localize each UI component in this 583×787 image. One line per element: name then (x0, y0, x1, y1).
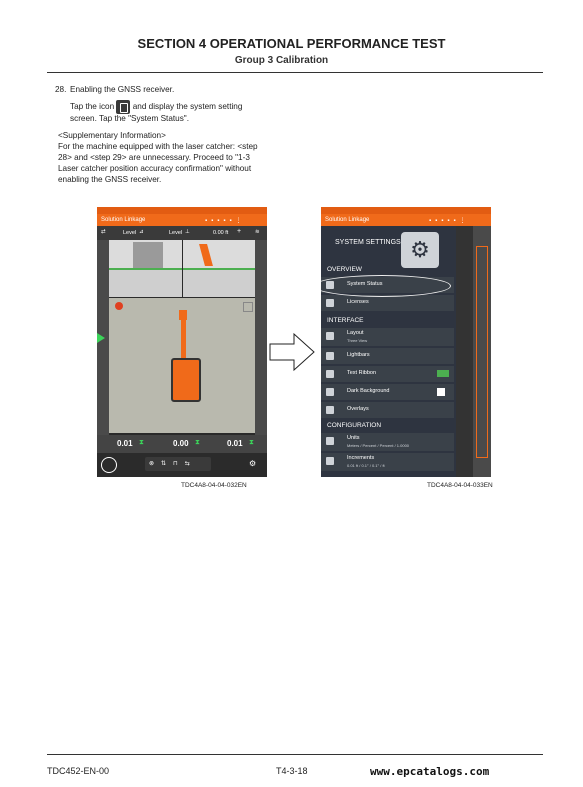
title-icons: ▪▪▪▪▪⋮ (205, 218, 246, 224)
header-rule (47, 72, 543, 73)
step-line1-a: Tap the icon (70, 102, 115, 112)
gear-icon[interactable]: ⚙ (249, 459, 257, 468)
app-title-bar (97, 214, 267, 226)
dark-background-item[interactable] (321, 384, 454, 400)
text-ribbon-label: Text Ribbon (347, 370, 377, 376)
on-grade-icon: ⧗ (139, 439, 144, 446)
footer-rule (47, 754, 543, 755)
layout-item[interactable] (321, 328, 454, 346)
level-label-1: Level (123, 230, 137, 236)
layout-sub: Three View (347, 338, 368, 343)
lightbar-frame (476, 246, 488, 458)
bucket-shape (133, 242, 163, 268)
app-title: Solution Linkage (325, 217, 370, 223)
supplement-line: For the machine equipped with the laser catcher: <step (58, 142, 258, 151)
group-title: Group 3 Calibration (234, 55, 329, 66)
supplement-heading: <Supplementary Information> (58, 131, 166, 140)
dark-background-label: Dark Background (347, 388, 390, 394)
readout-center: 0.00 (173, 439, 189, 448)
boom-top (181, 320, 186, 358)
overlays-label: Overlays (347, 406, 369, 412)
side-view (109, 240, 182, 297)
section-configuration: CONFIGURATION (327, 422, 382, 429)
supplement-line: 28> and <step 29> are unnecessary. Proceed to "1-3 (58, 153, 250, 162)
ground (109, 270, 182, 297)
next-arrow-icon (268, 332, 316, 372)
system-status-label: System Status (347, 281, 383, 287)
layers-icon[interactable]: ≋ (255, 229, 260, 235)
left-toolbar (97, 226, 267, 240)
step-title: Enabling the GNSS receiver. (70, 85, 175, 94)
level-icon[interactable]: ⊥ (185, 229, 190, 235)
text-ribbon-toggle[interactable] (437, 370, 449, 377)
arm-shape (199, 244, 213, 266)
settings-gear-icon: ⚙ (401, 232, 439, 268)
status-bar (321, 207, 491, 214)
tool-buttons[interactable] (145, 457, 211, 471)
offset-value: 0.00 ft (213, 230, 229, 236)
right-lightbar (473, 226, 491, 477)
layout-icon (326, 332, 334, 340)
lightbar-icon (326, 352, 334, 360)
right-screenshot (321, 207, 491, 477)
step-number: 28. (55, 85, 67, 94)
licenses-label: Licenses (347, 299, 369, 305)
bucket-top (179, 310, 187, 320)
level-icon[interactable]: ⊿ (139, 229, 144, 235)
layout-label: Layout (347, 330, 364, 336)
lightbars-label: Lightbars (347, 352, 370, 358)
dark-background-toggle[interactable] (437, 388, 445, 396)
section-overview: OVERVIEW (327, 266, 362, 273)
increments-sub: 0.01 ft / 0.1° / 0.1° / ft (347, 463, 385, 468)
system-settings-icon (116, 100, 130, 114)
panel-title: SYSTEM SETTINGS (335, 239, 401, 246)
section-interface: INTERFACE (327, 317, 364, 324)
units-sub: Meters / Percent / Percent / 1.0000 (347, 443, 410, 448)
tool-icons: ⊗⇅⊓⇆ (149, 461, 197, 467)
section-title: SECTION 4 OPERATIONAL PERFORMANCE TEST (137, 36, 446, 51)
lightbar-indicator (97, 333, 105, 343)
readout-bar (97, 435, 267, 453)
app-title-bar (321, 214, 491, 226)
bottom-bar (97, 453, 267, 477)
units-label: Units (347, 435, 360, 441)
left-screenshot (97, 207, 267, 477)
warning-icon (115, 302, 123, 310)
readout-right: 0.01 (227, 439, 243, 448)
excavator-body (171, 358, 201, 402)
doc-id: TDC452-EN-00 (47, 766, 110, 776)
right-caption: TDC4A8-04-04-033EN (427, 482, 493, 489)
increments-item[interactable] (321, 453, 454, 471)
page-number: T4-3-18 (276, 766, 308, 776)
plus-icon[interactable]: + (237, 228, 242, 235)
system-settings-icon[interactable] (101, 457, 117, 473)
settings-panel (321, 226, 456, 477)
status-bar (97, 207, 267, 214)
plan-view (109, 298, 255, 433)
increments-icon (326, 457, 334, 465)
website-link[interactable]: www.epcatalogs.com (370, 765, 490, 778)
units-icon (326, 437, 334, 445)
ground (183, 270, 255, 297)
overlays-item[interactable] (321, 402, 454, 418)
supplement-line: Laser catcher position accuracy confirmation" without (58, 164, 252, 173)
on-grade-icon: ⧗ (195, 439, 200, 446)
app-title: Solution Linkage (101, 217, 146, 223)
contrast-icon (326, 388, 334, 396)
on-grade-icon: ⧗ (249, 439, 254, 446)
step-line2: screen. Tap the "System Status". (70, 114, 189, 123)
readout-left: 0.01 (117, 439, 133, 448)
left-caption: TDC4A8-04-04-032EN (181, 482, 247, 489)
layers-icon (326, 406, 334, 414)
level-label-2: Level (169, 230, 183, 236)
license-icon (326, 299, 334, 307)
step-line1 (70, 100, 242, 114)
lightbars-item[interactable] (321, 348, 454, 364)
licenses-item[interactable] (321, 295, 454, 311)
ribbon-icon (326, 370, 334, 378)
step-line1-b: and display the system setting (132, 102, 243, 112)
expand-icon[interactable] (243, 302, 253, 312)
increments-label: Increments (347, 455, 375, 461)
units-item[interactable] (321, 433, 454, 451)
swap-icon[interactable]: ⇄ (101, 229, 106, 235)
front-view (183, 240, 255, 297)
supplement-line: enabling the GNSS receiver. (58, 175, 162, 184)
text-ribbon-item[interactable] (321, 366, 454, 382)
title-icons: ▪▪▪▪▪⋮ (429, 218, 470, 224)
right-lightbar (255, 240, 267, 435)
